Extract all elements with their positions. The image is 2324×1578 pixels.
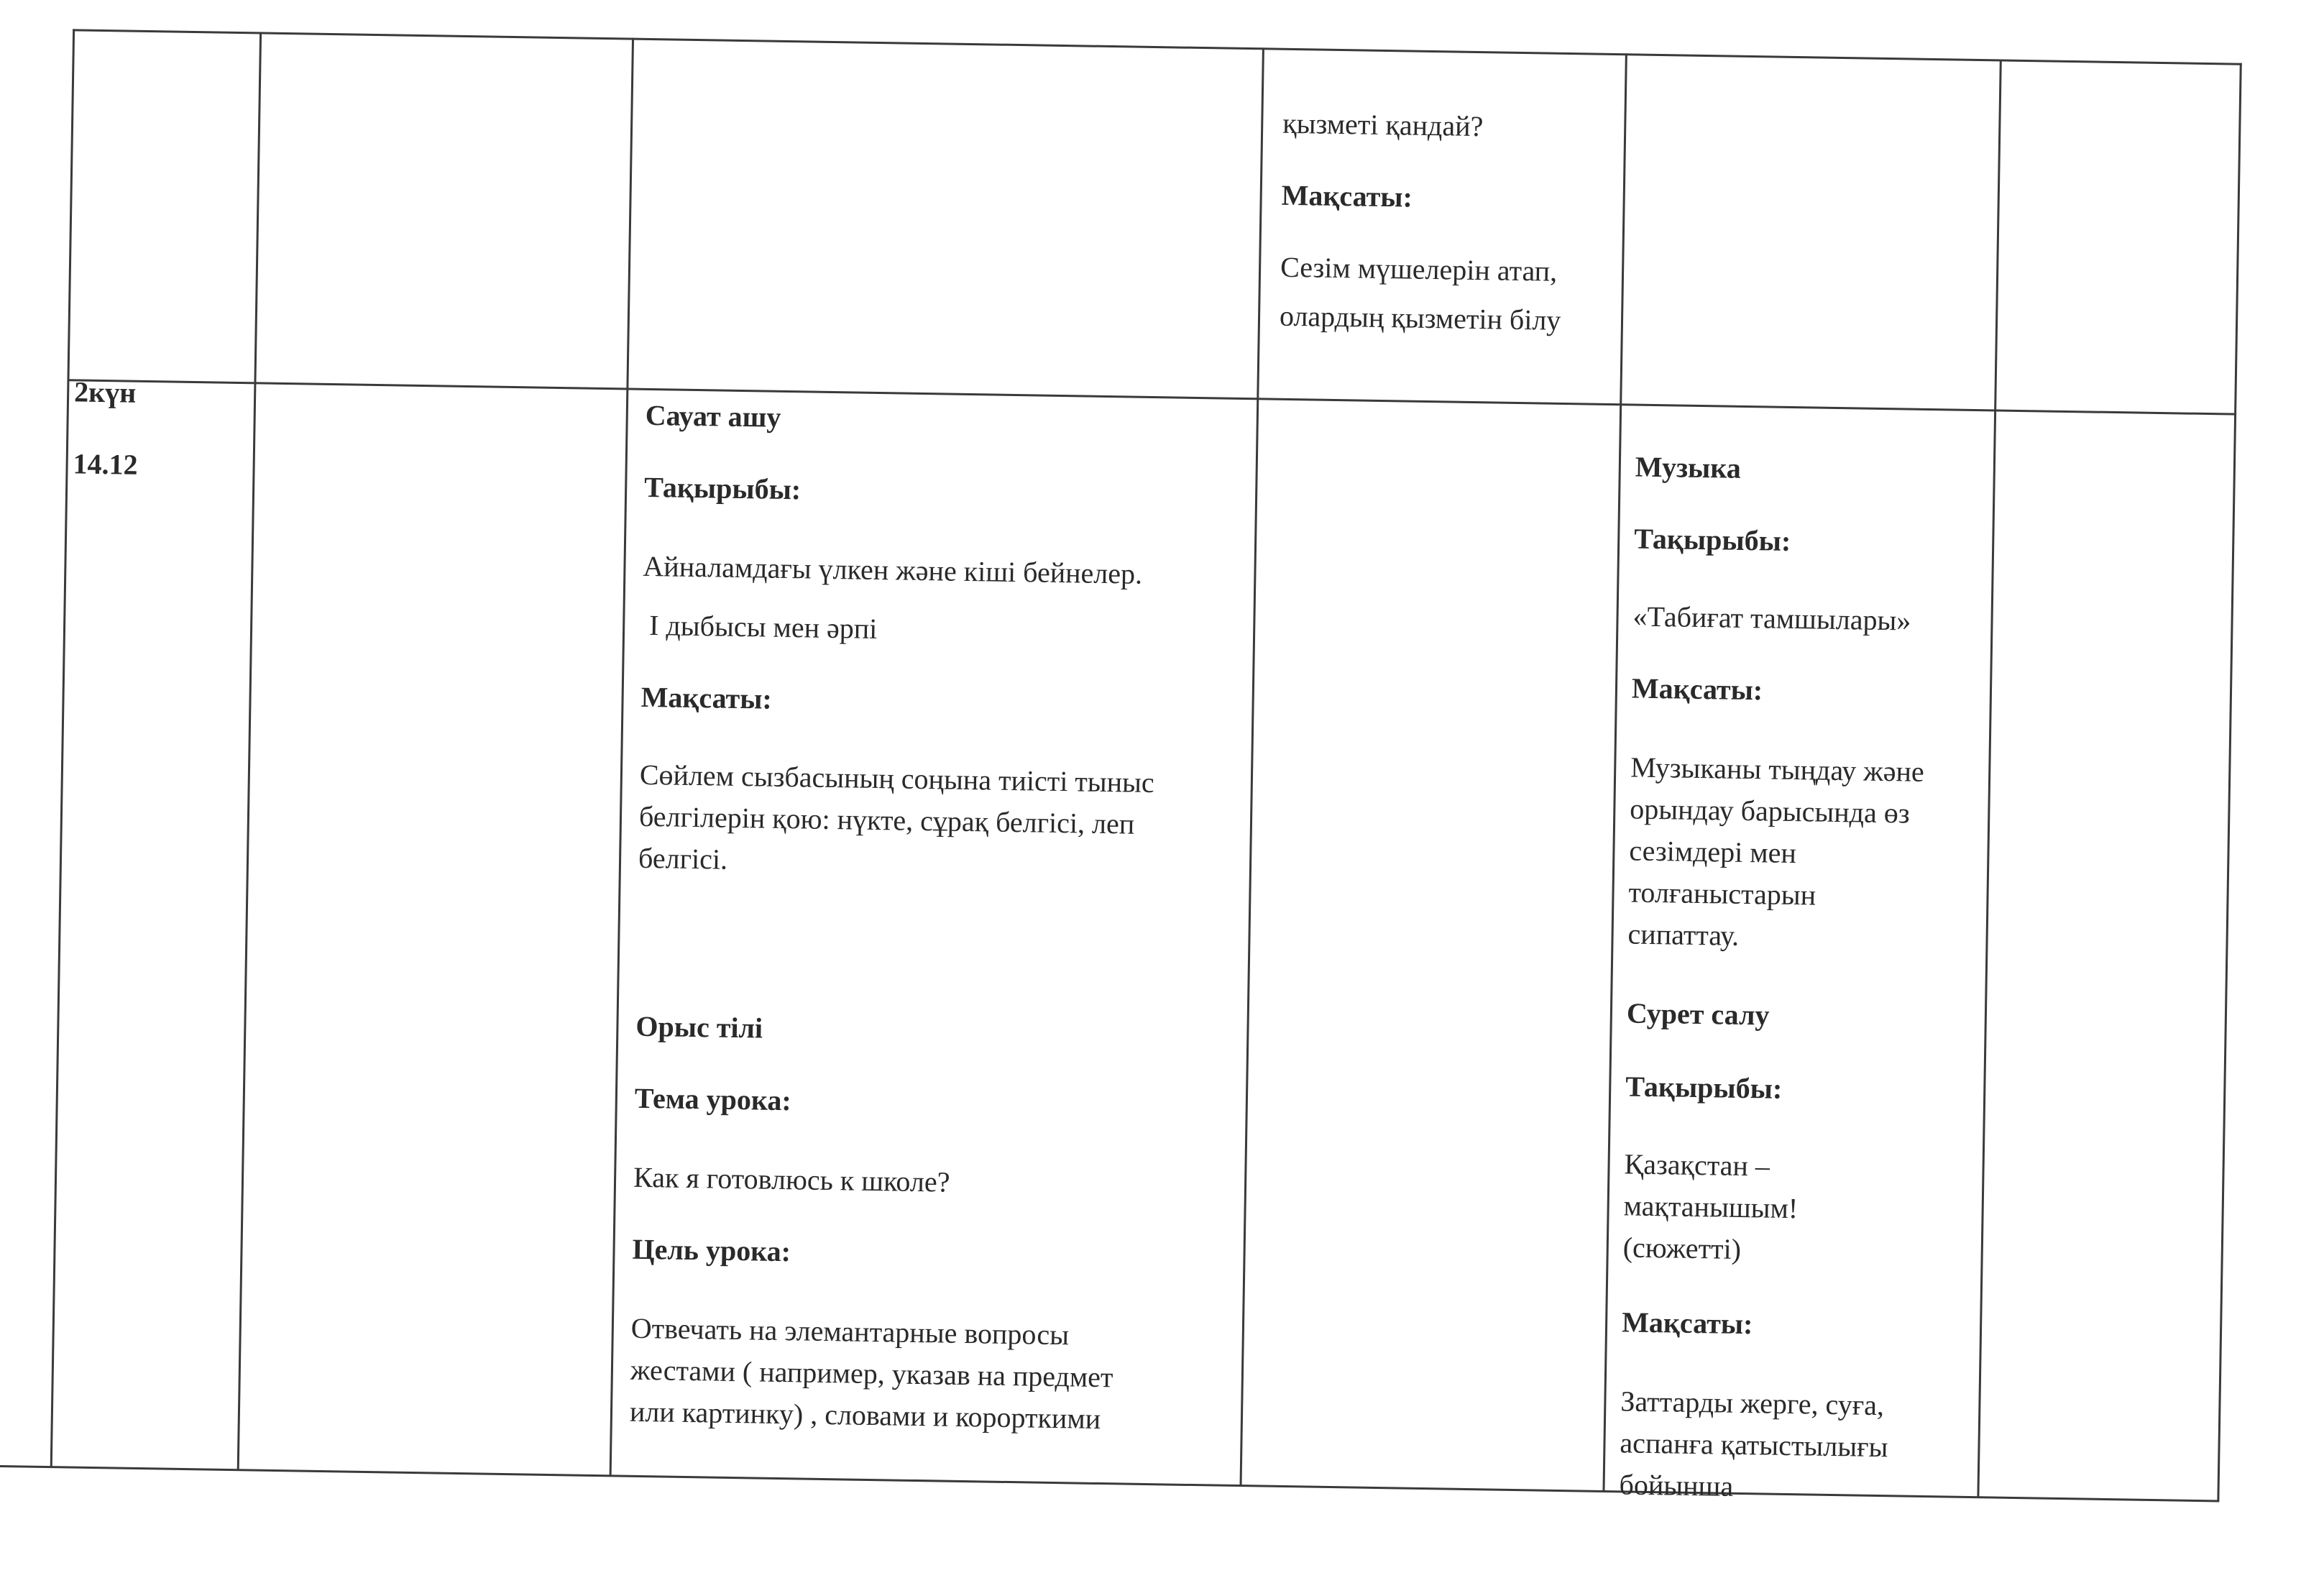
lesson-topic-continuation: қызметі қандай? <box>1282 106 1484 143</box>
goal-label: Мақсаты: <box>1281 178 1413 214</box>
table-top-border <box>73 29 2242 65</box>
goal-text-line: Сезім мүшелерін атап, <box>1280 250 1558 288</box>
goal-text-line: аспанға қатыстылығы <box>1620 1426 1888 1464</box>
topic-label: Тақырыбы: <box>1625 1070 1783 1105</box>
column-divider-5 <box>1977 59 2001 1497</box>
topic-text-line: Как я готовлюсь к школе? <box>633 1160 950 1198</box>
column-divider-3 <box>1240 47 1264 1485</box>
table-bottom-border <box>0 1465 2219 1503</box>
goal-text-line: толғаныстарын <box>1628 876 1817 912</box>
goal-text-line: Сөйлем сызбасының соңына тиісті тыныс <box>639 758 1155 799</box>
goal-label: Мақсаты: <box>1621 1306 1753 1341</box>
topic-text-line: І дыбысы мен әрпі <box>648 609 878 646</box>
goal-text-line: Отвечать на элемантарные вопросы <box>630 1311 1070 1352</box>
row-divider <box>67 379 2236 415</box>
goal-text-line: бойынша <box>1619 1468 1734 1503</box>
topic-text-line: (сюжетті) <box>1622 1231 1742 1265</box>
topic-label: Тақырыбы: <box>1633 522 1791 557</box>
topic-text-line: «Табиғат тамшылары» <box>1632 600 1911 637</box>
goal-text-line: Музыканы тыңдау және <box>1630 751 1925 788</box>
goal-text-line: Заттарды жерге, суға, <box>1620 1385 1885 1422</box>
goal-text-line: жестами ( например, указав на предмет <box>630 1353 1113 1394</box>
subject-title: Орыс тілі <box>635 1009 763 1045</box>
subject-title: Сурет салу <box>1626 996 1770 1032</box>
goal-label: Цель урока: <box>632 1232 791 1268</box>
topic-text-line: Айналамдағы үлкен және кіші бейнелер. <box>643 549 1143 590</box>
day-date: 14.12 <box>73 447 138 481</box>
goal-text-line: белгілерін қою: нүкте, сұрақ белгісі, леп <box>638 799 1135 840</box>
goal-label: Мақсаты: <box>640 680 773 715</box>
goal-text-line: олардың қызметін білу <box>1279 299 1561 336</box>
column-divider-1 <box>237 32 262 1469</box>
day-label: 2күн <box>73 375 137 409</box>
goal-text-line: орындау барысында өз <box>1630 792 1910 830</box>
column-divider-2 <box>610 38 634 1476</box>
topic-label: Тақырыбы: <box>643 470 802 506</box>
goal-text-line: сезімдері мен <box>1629 834 1797 870</box>
topic-text-line: мақтанышым! <box>1623 1189 1799 1225</box>
goal-label: Мақсаты: <box>1631 671 1763 707</box>
goal-text-line: сипаттау. <box>1627 917 1740 952</box>
table-right-border <box>2217 63 2241 1501</box>
table-left-border <box>50 29 75 1467</box>
topic-label: Тема урока: <box>634 1081 792 1117</box>
goal-text-line: или картинку) , словами и корорткими <box>629 1395 1101 1436</box>
subject-title: Сауат ашу <box>645 398 781 434</box>
subject-title: Музыка <box>1635 450 1742 485</box>
column-divider-4 <box>1602 53 1627 1491</box>
topic-text-line: Қазақстан – <box>1624 1147 1770 1183</box>
goal-text-line: белгісі. <box>638 841 728 876</box>
